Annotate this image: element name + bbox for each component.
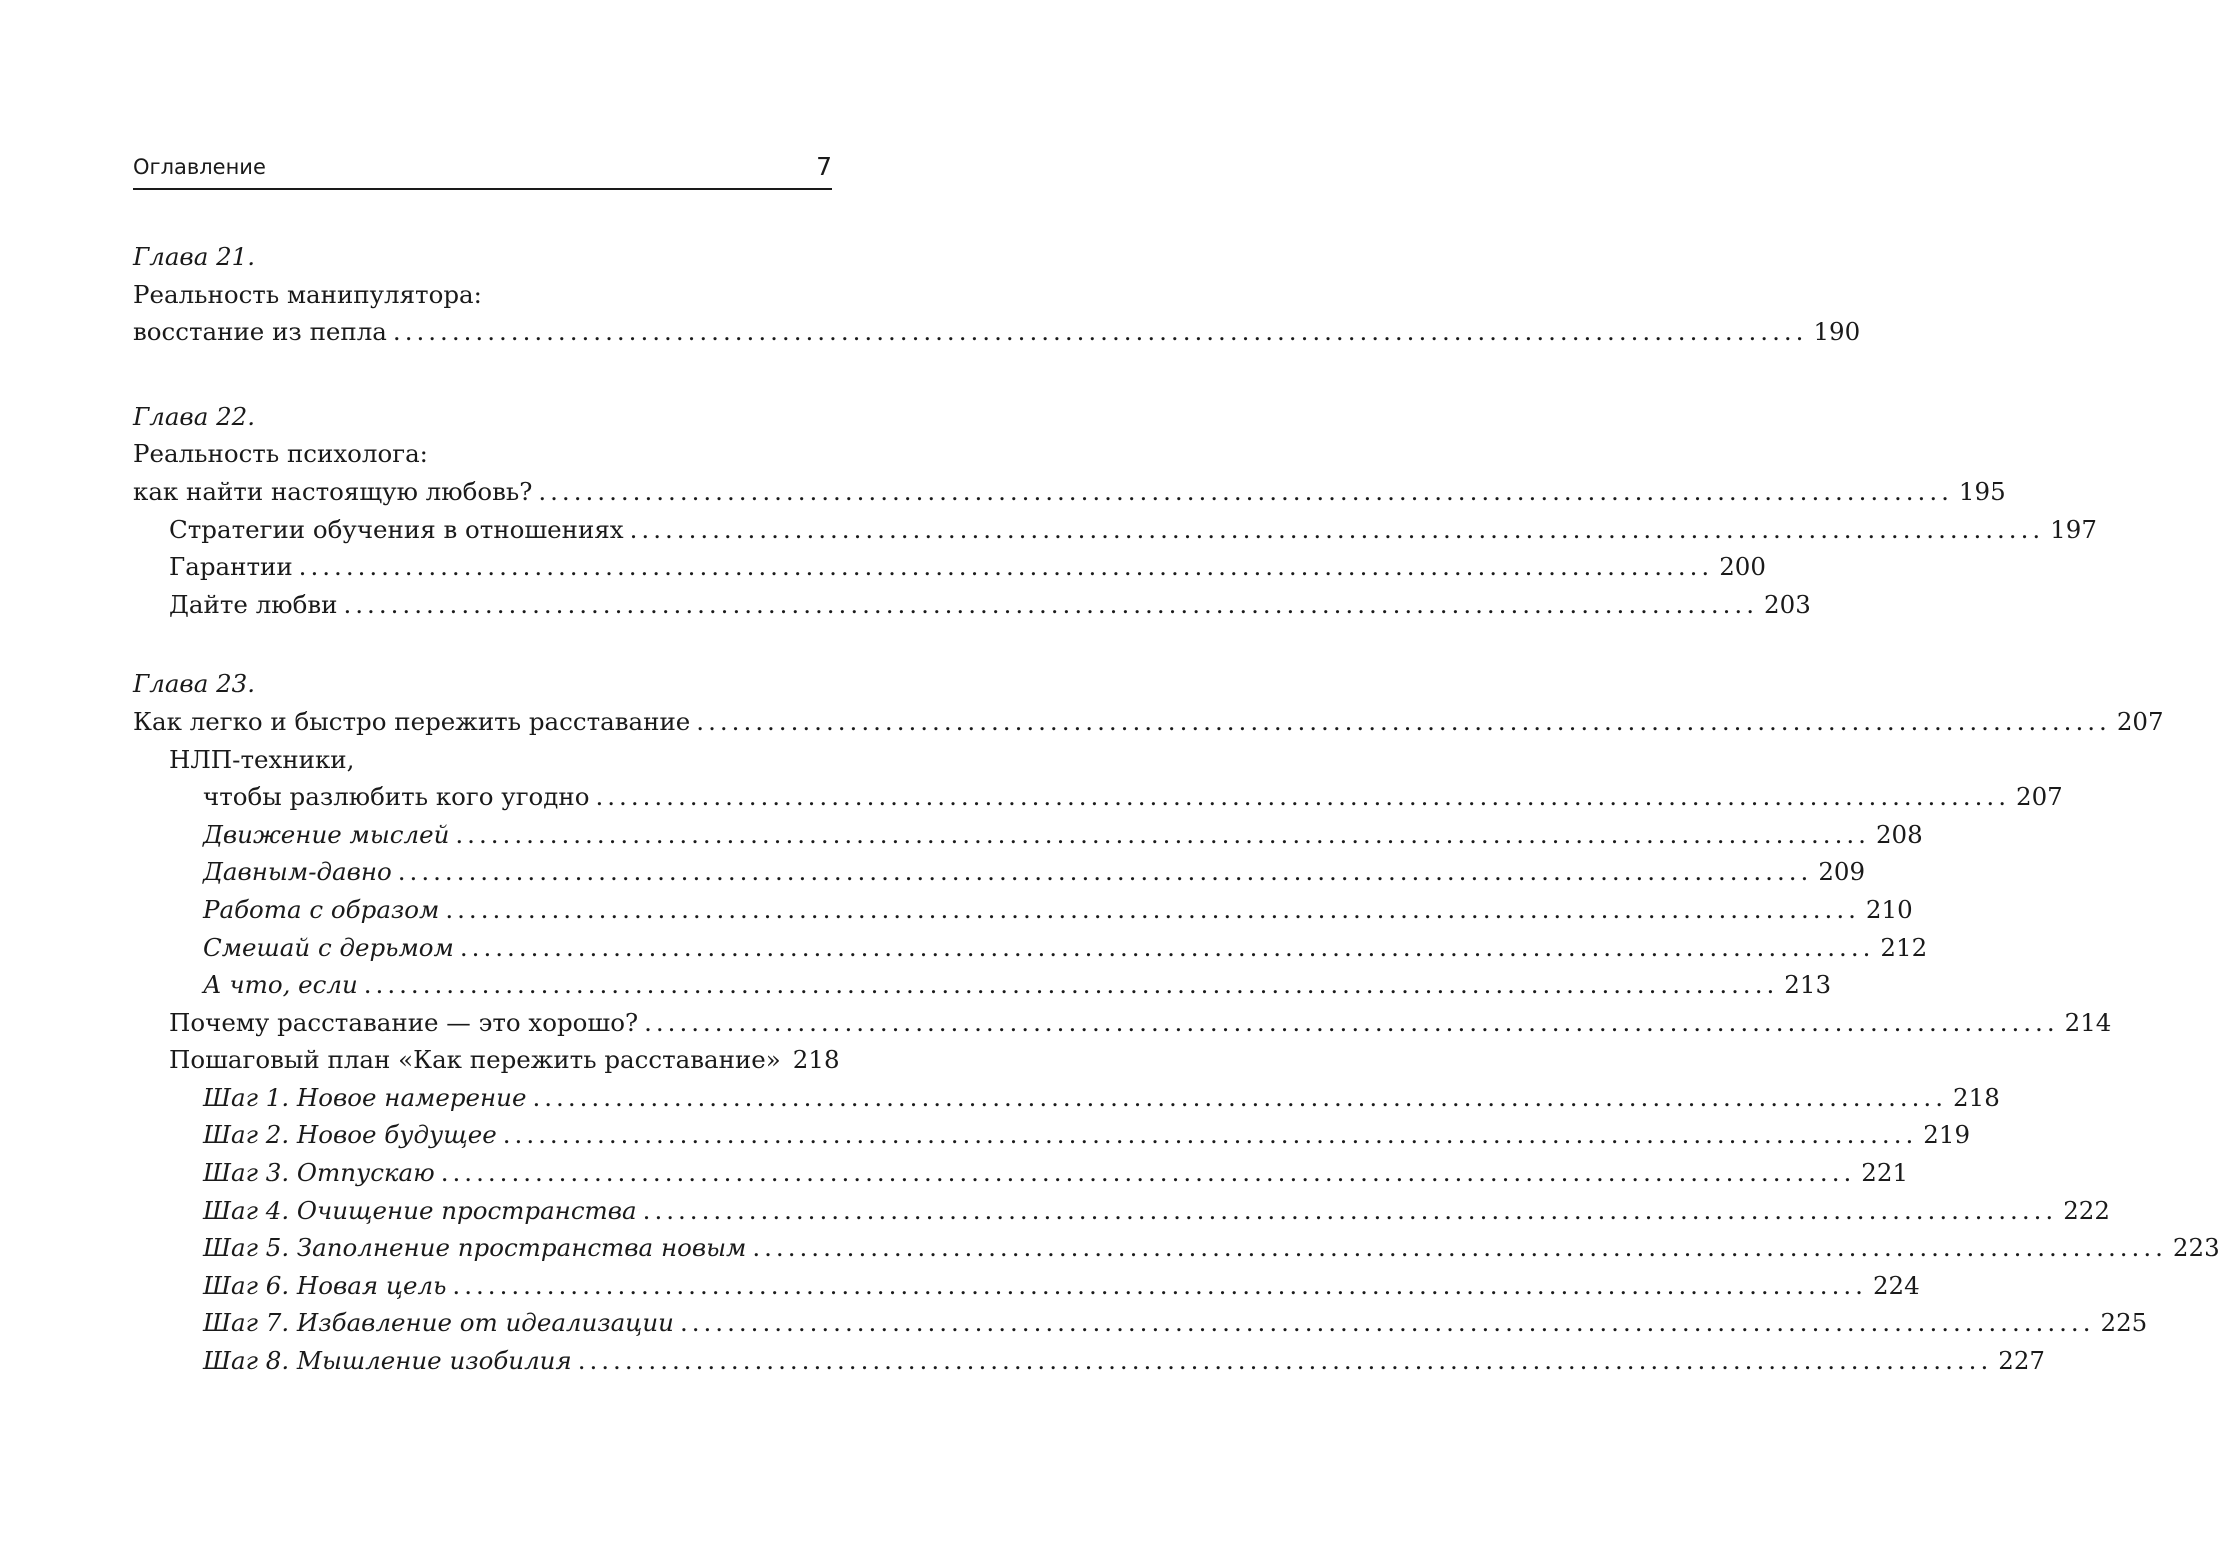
leader-dots: ........................................................................................................................ [459, 932, 1875, 962]
toc-entry-page: 197 [2050, 514, 2097, 544]
toc-entry-page: 195 [1958, 476, 2006, 506]
chapter-spacer [133, 351, 832, 398]
toc-entry [133, 586, 1811, 624]
toc-entry-page: 221 [1861, 1158, 1909, 1188]
page-number: 7 [816, 152, 832, 181]
toc-entry-title: Смешай с дерьмом [203, 932, 454, 962]
toc-entry-page: 210 [1865, 894, 1913, 924]
toc-entry [133, 473, 2006, 511]
toc-entry [133, 778, 2063, 816]
leader-dots: ........................................................................................................................ [679, 1308, 2095, 1338]
toc-entry [133, 1342, 2045, 1380]
toc-entry-page: 212 [1880, 932, 1928, 962]
toc-entry-title: чтобы разлюбить кого угодно [203, 782, 590, 812]
toc-entry-page: 207 [2116, 706, 2164, 736]
toc-entry-title: Шаг 8. Мышление изобилия [203, 1346, 572, 1376]
toc-entry-page: 209 [1818, 857, 1866, 887]
leader-dots: ........................................................................................................................ [363, 970, 1779, 1000]
toc-entry-title: Шаг 3. Отпускаю [203, 1158, 435, 1188]
toc-entry-page: 219 [1923, 1120, 1971, 1150]
toc-entry [133, 1229, 2220, 1267]
toc-entry [133, 853, 1866, 891]
leader-dots: ........................................................................................................................ [642, 1195, 2058, 1225]
toc-entry-title: Шаг 1. Новое намерение [203, 1082, 527, 1112]
toc-entry-title: Давным-давно [203, 857, 392, 887]
toc-entry-title: Движение мыслей [203, 819, 450, 849]
toc-entry-title: Дайте любви [169, 589, 338, 619]
toc-entry-title: восстание из пепла [133, 317, 387, 347]
toc-entry [133, 313, 1861, 351]
toc-entry-page: 222 [2063, 1195, 2110, 1225]
leader-dots: ........................................................................................................................ [644, 1007, 2059, 1037]
toc-entry-page: 218 [792, 1045, 840, 1075]
toc-entry [133, 1004, 2112, 1042]
leader-dots: ........................................................................................................................ [397, 857, 1813, 887]
toc-entry [133, 1041, 840, 1079]
table-of-contents [133, 238, 2220, 1380]
toc-entry [133, 1192, 2110, 1230]
toc-entry-page: 200 [1719, 552, 1766, 582]
toc-entry [133, 1267, 1920, 1305]
toc-entry-page: 218 [1953, 1082, 2000, 1112]
toc-entry [133, 816, 1923, 854]
toc-entry-page: 190 [1813, 317, 1861, 347]
toc-entry-page: 213 [1784, 970, 1832, 1000]
toc-entry [133, 1304, 2148, 1342]
chapter-label: Глава 23. [133, 669, 256, 699]
toc-entry-title: как найти настоящую любовь? [133, 476, 533, 506]
toc-entry [133, 548, 1766, 586]
toc-entry [133, 966, 1832, 1004]
toc-entry-title: Шаг 5. Заполнение пространства новым [203, 1233, 747, 1263]
toc-entry-title: Шаг 4. Очищение пространства [203, 1195, 637, 1225]
section-title: НЛП-техники, [169, 744, 355, 774]
leader-dots: ........................................................................................................................ [502, 1120, 1918, 1150]
toc-entry-page: 223 [2172, 1233, 2220, 1263]
leader-dots: ........................................................................................................................ [752, 1233, 2167, 1263]
toc-entry-page: 208 [1875, 819, 1923, 849]
chapter-label: Глава 22. [133, 401, 256, 431]
toc-entry-page: 227 [1998, 1346, 2045, 1376]
toc-entry-page: 214 [2064, 1007, 2112, 1037]
toc-entry [133, 1154, 1909, 1192]
toc-entry-title: А что, если [203, 970, 358, 1000]
leader-dots: ........................................................................................................................ [455, 819, 1870, 849]
toc-entry-title: Шаг 7. Избавление от идеализации [203, 1308, 674, 1338]
chapter-spacer [133, 623, 832, 665]
toc-entry-title: Шаг 2. Новое будущее [203, 1120, 497, 1150]
leader-dots: ........................................................................................................................ [440, 1158, 1856, 1188]
leader-dots: ........................................................................................................................ [595, 782, 2010, 812]
leader-dots: ........................................................................................................................ [343, 589, 1759, 619]
toc-entry-page: 207 [2016, 782, 2063, 812]
leader-dots: ........................................................................................................................ [577, 1346, 1993, 1376]
toc-entry [133, 511, 2097, 549]
leader-dots: ........................................................................................................................ [629, 514, 2045, 544]
leader-dots: ........................................................................................................................ [445, 894, 1860, 924]
leader-dots: ........................................................................................................................ [392, 317, 1808, 347]
toc-entry-title: Стратегии обучения в отношениях [169, 514, 624, 544]
toc-entry [133, 1079, 2000, 1117]
toc-entry [133, 1116, 1971, 1154]
toc-entry-title: Гарантии [169, 552, 293, 582]
toc-entry-page: 203 [1764, 589, 1811, 619]
leader-dots: ........................................................................................................................ [538, 476, 1953, 506]
toc-entry-page: 224 [1872, 1270, 1920, 1300]
chapter-title: Реальность манипулятора: [133, 279, 482, 309]
toc-entry [133, 703, 2164, 741]
chapter-label: Глава 21. [133, 242, 256, 271]
leader-dots: ........................................................................................................................ [452, 1270, 1867, 1300]
toc-entry-title: Работа с образом [203, 894, 440, 924]
toc-entry-page: 225 [2100, 1308, 2148, 1338]
toc-entry [133, 929, 1928, 967]
chapter-title: Реальность психолога: [133, 439, 428, 469]
running-header-title: Оглавление [133, 155, 266, 179]
leader-dots: ........................................................................................................................ [696, 706, 2111, 736]
leader-dots: ........................................................................................................................ [298, 552, 1714, 582]
toc-entry-title: Шаг 6. Новая цель [203, 1270, 447, 1300]
toc-entry [133, 891, 1913, 929]
toc-entry-title: Пошаговый план «Как пережить расставание» [169, 1045, 781, 1075]
toc-entry-title: Как легко и быстро пережить расставание [133, 706, 691, 736]
leader-dots: ........................................................................................................................ [532, 1082, 1948, 1112]
toc-entry-title: Почему расставание — это хорошо? [169, 1007, 639, 1037]
running-header [133, 150, 832, 190]
